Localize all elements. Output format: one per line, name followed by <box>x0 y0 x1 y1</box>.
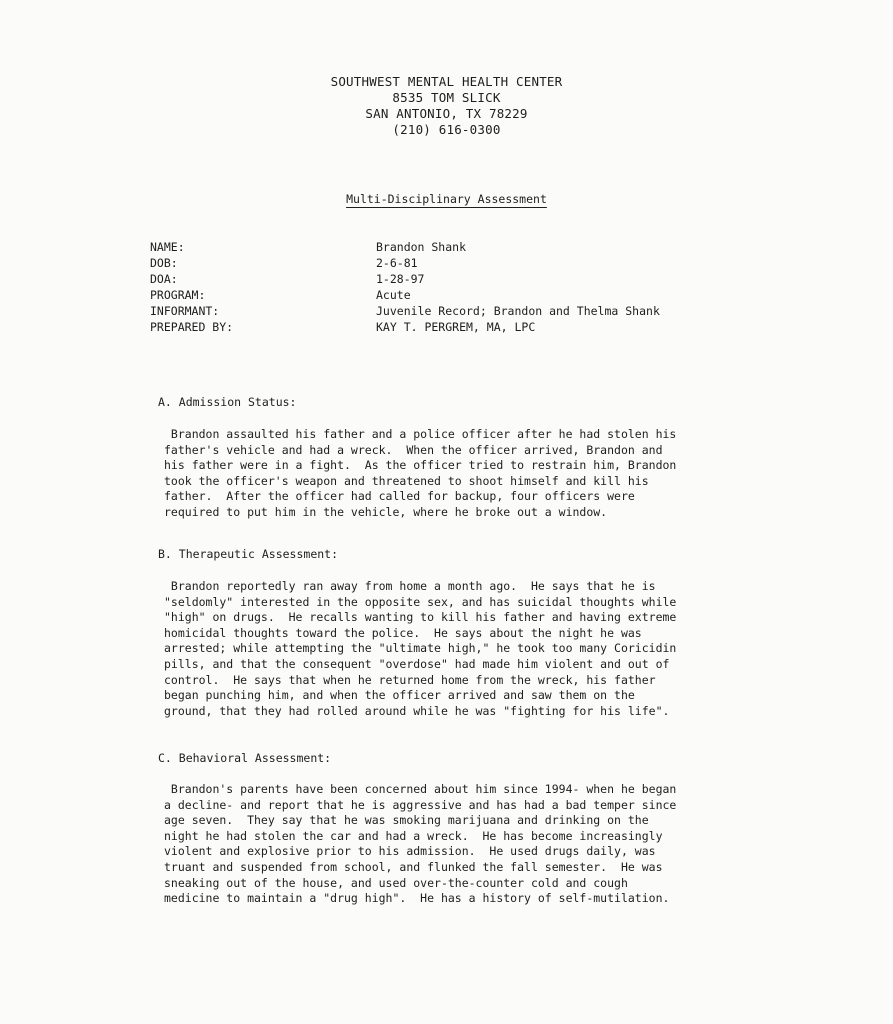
info-value: Acute <box>376 288 411 302</box>
info-label: NAME: <box>150 240 185 254</box>
info-label: INFORMANT: <box>150 304 220 318</box>
info-row-name <box>150 239 660 255</box>
info-value: 1-28-97 <box>376 272 425 286</box>
info-label: DOB: <box>150 256 178 270</box>
info-label: PROGRAM: <box>150 288 206 302</box>
info-row-dob <box>150 255 660 271</box>
info-row-prepared-by <box>150 319 660 335</box>
letterhead-city: SAN ANTONIO, TX 78229 <box>365 106 528 121</box>
document-title-text: Multi-Disciplinary Assessment <box>346 192 547 206</box>
info-row-program <box>150 287 660 303</box>
info-row-informant <box>150 303 660 319</box>
info-value: 2-6-81 <box>376 256 418 270</box>
section-heading-behavioral-assessment: C. Behavioral Assessment: <box>158 751 332 765</box>
patient-info-block <box>150 239 660 335</box>
info-value: Brandon Shank <box>376 240 467 254</box>
letterhead-org-name: SOUTHWEST MENTAL HEALTH CENTER <box>330 74 563 89</box>
letterhead <box>0 74 893 138</box>
info-row-doa <box>150 271 660 287</box>
section-body-therapeutic-assessment: Brandon reportedly ran away from home a month ago. He says that he is "seldomly" interested in the opposite sex, and has suicidal thoughts while "high" on drugs. He recalls wanting to kill his father and having extreme homicidal thoughts toward the police. He says about the night he was arrested; while attempting the "ultimate high," he took too many Coricidin pills, and that the consequent "overdose" had made him violent and out of control. He says that when he returned home from the wreck, his father began punching him, and when the officer arrived and saw them on the ground, that they had rolled around while he was "fighting for his life". <box>164 579 677 718</box>
info-value: Juvenile Record; Brandon and Thelma Shank <box>376 304 660 318</box>
info-value: KAY T. PERGREM, MA, LPC <box>376 320 536 334</box>
info-label: DOA: <box>150 272 178 286</box>
info-label: PREPARED BY: <box>150 320 234 334</box>
letterhead-street: 8535 TOM SLICK <box>392 90 501 105</box>
letterhead-phone: (210) 616-0300 <box>392 122 501 137</box>
section-heading-therapeutic-assessment: B. Therapeutic Assessment: <box>158 547 339 561</box>
section-body-behavioral-assessment: Brandon's parents have been concerned about him since 1994- when he began a decline- and report that he is aggressive and has had a bad temper since age seven. They say that he was smoking marijuana and drinking on the night he had stolen the car and had a wreck. He has become increasingly violent and explosive prior to his admission. He used drugs daily, was truant and suspended from school, and flunked the fall semester. He was sneaking out of the house, and used over-the-counter cold and cough medicine to maintain a "drug high". He has a history of self-mutilation. <box>164 782 677 906</box>
document-title <box>0 192 893 206</box>
section-body-admission-status: Brandon assaulted his father and a police officer after he had stolen his father's vehicle and had a wreck. When the officer arrived, Brandon and his father were in a fight. As the officer tried to restrain him, Brandon took the officer's weapon and threatened to shoot himself and kill his father. After the officer had called for backup, four officers were required to put him in the vehicle, where he broke out a window. <box>164 427 677 519</box>
section-heading-admission-status: A. Admission Status: <box>158 395 297 409</box>
